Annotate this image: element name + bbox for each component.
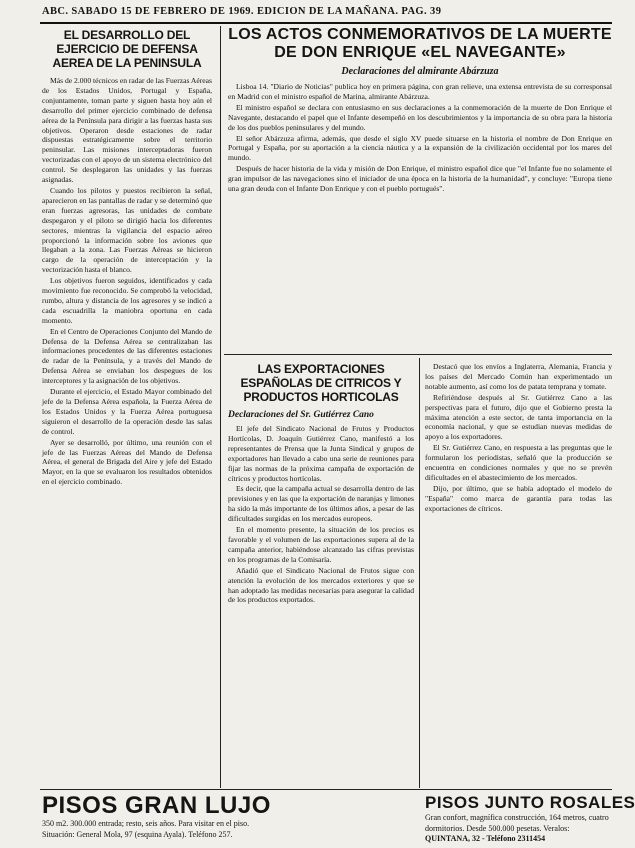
paragraph: Durante el ejercicio, el Estado Mayor combinado del jefe de la Defensa Aérea española, la Fuerza Aérea de los Estados Unidos y la Fuerza Aérea portuguesa siguieron el desarrollo de la operación desde las salas de control.: [42, 387, 212, 436]
article-left-body: [42, 76, 212, 487]
paragraph: Más de 2.000 técnicos en radar de las Fuerzas Aéreas de los Estados Unidos, Portugal y España, conjuntamente, toman parte y siguen hasta hoy aún el desarrollo del primer ejercicio combinado de defensa aérea de la Península para dirigir a las fuerzas hasta sus objetivos. Operaron desde estaciones de radar dispuestas estratégicamente sobre el territorio peninsular. Las misiones interceptadoras fueron vectorizadas con el apoyo de un sistema electrónico del control. Se desplegaron las unidades y las fuerzas asignadas.: [42, 76, 212, 185]
article-left: [42, 28, 212, 783]
article-bottom-mid-body: [228, 424, 414, 605]
article-bottom-right: [425, 362, 612, 782]
paragraph: Refiriéndose después al Sr. Gutiérrez Cano a las perspectivas para el futuro, dijo que el Gobierno presta la máxima atención a este sector, de tanta importancia en la economía nacional, y que se estudian nuevas medidas de apoyo a los exportadores.: [425, 392, 612, 442]
article-left-headline: EL DESARROLLO DEL EJERCICIO DE DEFENSA AEREA DE LA PENINSULA: [52, 28, 202, 70]
article-right-subhead: Declaraciones del almirante Abárzuza: [341, 66, 499, 77]
ad-right-line: Gran confort, magnífica construcción, 164 metros, cuatro dormitorios. Desde 500.000 pesetas. Veralos:: [425, 813, 609, 833]
paragraph: Los objetivos fueron seguidos, identificados y cada movimiento fue reconocido. Se comprobó la velocidad, rumbo, altura y distancia de los agresores y se indicó a cada escuadrilla la maniobra oportuna en cada momento.: [42, 276, 212, 325]
paragraph: Lisboa 14. "Diario de Noticias" publica hoy en primera página, con gran relieve, una extensa entrevista de su corresponsal en Madrid con el ministro español de Marina, almirante Abárzuza.: [228, 82, 612, 101]
article-bottom-mid-headline: LAS EXPORTACIONES ESPAÑOLAS DE CITRICOS Y PRODUCTOS HORTICOLAS: [240, 362, 402, 404]
paragraph: Dijo, por último, que se había adoptado el modelo de "España" como marca de garantía para todas las exportaciones de cítricos.: [425, 483, 612, 513]
header-rule: [40, 22, 612, 24]
paragraph: El ministro español se declara con entusiasmo en sus declaraciones a la conmemoración de la muerte de Don Enrique el Navegante, destacando el papel que el Infante desempeñó en los descubrimientos y la importancia de su obra para la historia de los dos pueblos peninsulares y del mundo.: [228, 102, 612, 132]
paragraph: Destacó que los envíos a Inglaterra, Alemania, Francia y los países del Mercado Común han experimentado un notable aumento, así como los de patata temprana y tomate.: [425, 362, 612, 391]
paragraph: Es decir, que la campaña actual se desarrolla dentro de las previsiones y en las que la exportación de naranjas y limones ha sido la más importante de los últimos años, a pesar de las dificultades surgidas en los mercados europeos.: [228, 484, 414, 524]
ad-right: [425, 793, 635, 845]
article-right: [228, 26, 612, 350]
paragraph: Ayer se desarrolló, por último, una reunión con el jefe de las Fuerzas Aéreas del Mando de Defensa Aérea, el general de Brigada del Aire y jefe del Estado Mayor, en la que se evaluaron los resultados obtenidos en el ejercicio combinado.: [42, 437, 212, 487]
ad-right-line: QUINTANA, 32 - Teléfono 2311454: [425, 834, 546, 843]
article-right-headline: LOS ACTOS CONMEMORATIVOS DE LA MUERTE DE DON ENRIQUE «EL NAVEGANTE»: [228, 26, 612, 61]
paragraph: El señor Abárzuza afirma, además, que desde el siglo XV puede situarse en la historia el nombre de Don Enrique en Portugal y España, por su aportación a la ciencia náutica y a la expansión de la civilización occidental por los mares del mundo.: [228, 133, 612, 163]
article-bottom-mid: [228, 362, 414, 782]
article-right-body: [228, 82, 612, 194]
section-rule: [224, 354, 612, 355]
paragraph: El jefe del Sindicato Nacional de Frutos y Productos Hortícolas, D. Joaquín Gutiérrez Cano, manifestó a los representantes de Prensa que la Junta Sindical y grupos de exportadores han llevado a cabo una serie de reuniones para fijar las normas de la próxima campaña de exportación de cítricos y productos hortícolas.: [228, 424, 414, 483]
article-bottom-mid-subhead: Declaraciones del Sr. Gutiérrez Cano: [228, 410, 374, 420]
ad-rule: [40, 789, 612, 790]
ad-left-line: Situación: General Mola, 97 (esquina Ayala). Teléfono 257.: [42, 829, 233, 839]
paragraph: Después de hacer historia de la vida y misión de Don Enrique, el ministro español dice que "el Infante fue no solamente el gran impulsor de las navegaciones sino el iniciador de una época en la historia de la humanidad", y concluye: "Europa tiene una gran deuda con el Infante Don Enrique y con el pueblo portugués".: [228, 164, 612, 194]
paragraph: En el Centro de Operaciones Conjunto del Mando de Defensa de la Defensa Aérea se centralizaban las informaciones procedentes de las diferentes estaciones de radar de la Península, y a través del Mando de Defensa Aérea se enviaban los despegues de los interceptores y la asignación de los objetivos.: [42, 326, 212, 386]
ad-left-title: PISOS GRAN LUJO: [42, 792, 271, 819]
article-bottom-right-body: [425, 362, 612, 514]
ad-left-line: 350 m2. 300.000 entrada; resto, seis años. Para visitar en el piso.: [42, 819, 250, 828]
ad-right-title: PISOS JUNTO ROSALES: [425, 793, 635, 812]
column-divider: [220, 26, 221, 788]
ad-left: [42, 793, 292, 845]
paragraph: Cuando los pilotos y puestos recibieron la señal, aparecieron en las pantallas de radar y se determinó que eran fuerzas agresoras, las unidades de combate despegaron y el piloto se dirigió hacia los diferentes sectores, mientras la vigilancia del espacio aéreo proporcionó la información sobre los aviones que llegaban a la zona. Las Fuerzas Aéreas se hicieron cargo de la operación de interceptación y la vectorización hasta el blanco.: [42, 185, 212, 275]
column-divider: [419, 358, 420, 788]
paragraph: Añadió que el Sindicato Nacional de Frutos sigue con atención la evolución de los mercados exteriores y que se han adoptado las medidas necesarias para asegurar la calidad de los productos exportados.: [228, 565, 414, 605]
paragraph: El Sr. Gutiérrez Cano, en respuesta a las preguntas que le formularon los periodistas, señaló que la producción se encuentra en condiciones normales y que no se prevén dificultades en el abastecimiento de los mercados.: [425, 443, 612, 482]
page-header: ABC. SABADO 15 DE FEBRERO DE 1969. EDICION DE LA MAÑANA. PAG. 39: [42, 6, 442, 17]
paragraph: En el momento presente, la situación de los precios es favorable y el volumen de las exportaciones supera al de la campaña anterior, habiéndose alcanzado las cifras previstas en los programas de la Comisaría.: [228, 525, 414, 564]
